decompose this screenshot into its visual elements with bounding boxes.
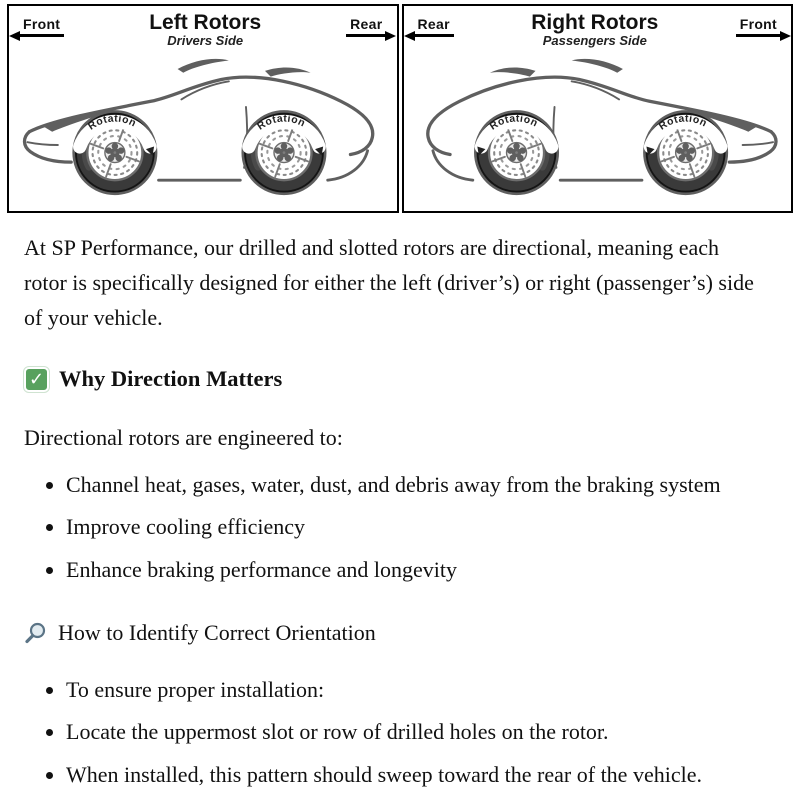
identify-orientation-bullet-list (48, 673, 760, 793)
article-body (0, 213, 800, 793)
arrow-right-icon (780, 31, 791, 41)
front-direction-label (736, 16, 781, 37)
panel-title: Left Rotors (149, 11, 262, 34)
heading-text: Why Direction Matters (59, 366, 283, 392)
right-car-illustration (404, 50, 792, 202)
left-car-illustration (9, 50, 397, 202)
panel-title: Right Rotors (531, 11, 659, 34)
svg-text:Rotation: Rotation (255, 113, 307, 133)
direction-label-text: Front (739, 16, 777, 32)
right-panel-titles (531, 12, 658, 48)
list-item: • Improve cooling efficiency (66, 510, 760, 545)
direction-label-text: Rear (350, 16, 383, 32)
engineered-to-lead: Directional rotors are engineered to: (24, 424, 343, 450)
left-panel-header (9, 6, 397, 48)
why-direction-bullet-list (48, 468, 760, 588)
rear-direction-label (414, 16, 454, 37)
front-direction-label (19, 16, 64, 37)
why-direction-matters-heading (24, 361, 760, 397)
rear-direction-label (346, 16, 386, 37)
magnifier-icon (24, 621, 48, 645)
right-rotors-panel (402, 4, 794, 213)
panel-subtitle: Drivers Side (167, 33, 244, 49)
identify-orientation-heading (24, 616, 760, 651)
arrow-left-icon (9, 31, 20, 41)
arrow-right-icon (385, 31, 396, 41)
check-icon (24, 367, 49, 392)
panel-subtitle: Passengers Side (542, 33, 647, 49)
direction-label-text: Rear (417, 16, 450, 32)
list-item: • When installed, this pattern should sweep toward the rear of the vehicle. (66, 758, 760, 793)
heading-text: How to Identify Correct Orientation (58, 619, 376, 645)
rotor-direction-diagram (0, 0, 800, 213)
list-item: • To ensure proper installation: (66, 673, 760, 708)
left-panel-titles (149, 12, 261, 48)
right-panel-header (404, 6, 792, 48)
list-item: • Enhance braking performance and longevity (66, 553, 760, 588)
list-item: • Channel heat, gases, water, dust, and debris away from the braking system (66, 468, 760, 503)
left-rotors-panel (7, 4, 399, 213)
intro-paragraph: At SP Performance, our drilled and slotted rotors are directional, meaning each rotor is specifically designed for either the left (driver’s) or right (passenger’s) side of your vehicle. (24, 235, 754, 330)
direction-label-text: Front (23, 16, 61, 32)
arrow-left-icon (404, 31, 415, 41)
svg-text:Rotation: Rotation (487, 113, 539, 133)
svg-text:Rotation: Rotation (86, 113, 138, 133)
svg-text:Rotation: Rotation (656, 113, 709, 133)
list-item: • Locate the uppermost slot or row of drilled holes on the rotor. (66, 715, 760, 750)
